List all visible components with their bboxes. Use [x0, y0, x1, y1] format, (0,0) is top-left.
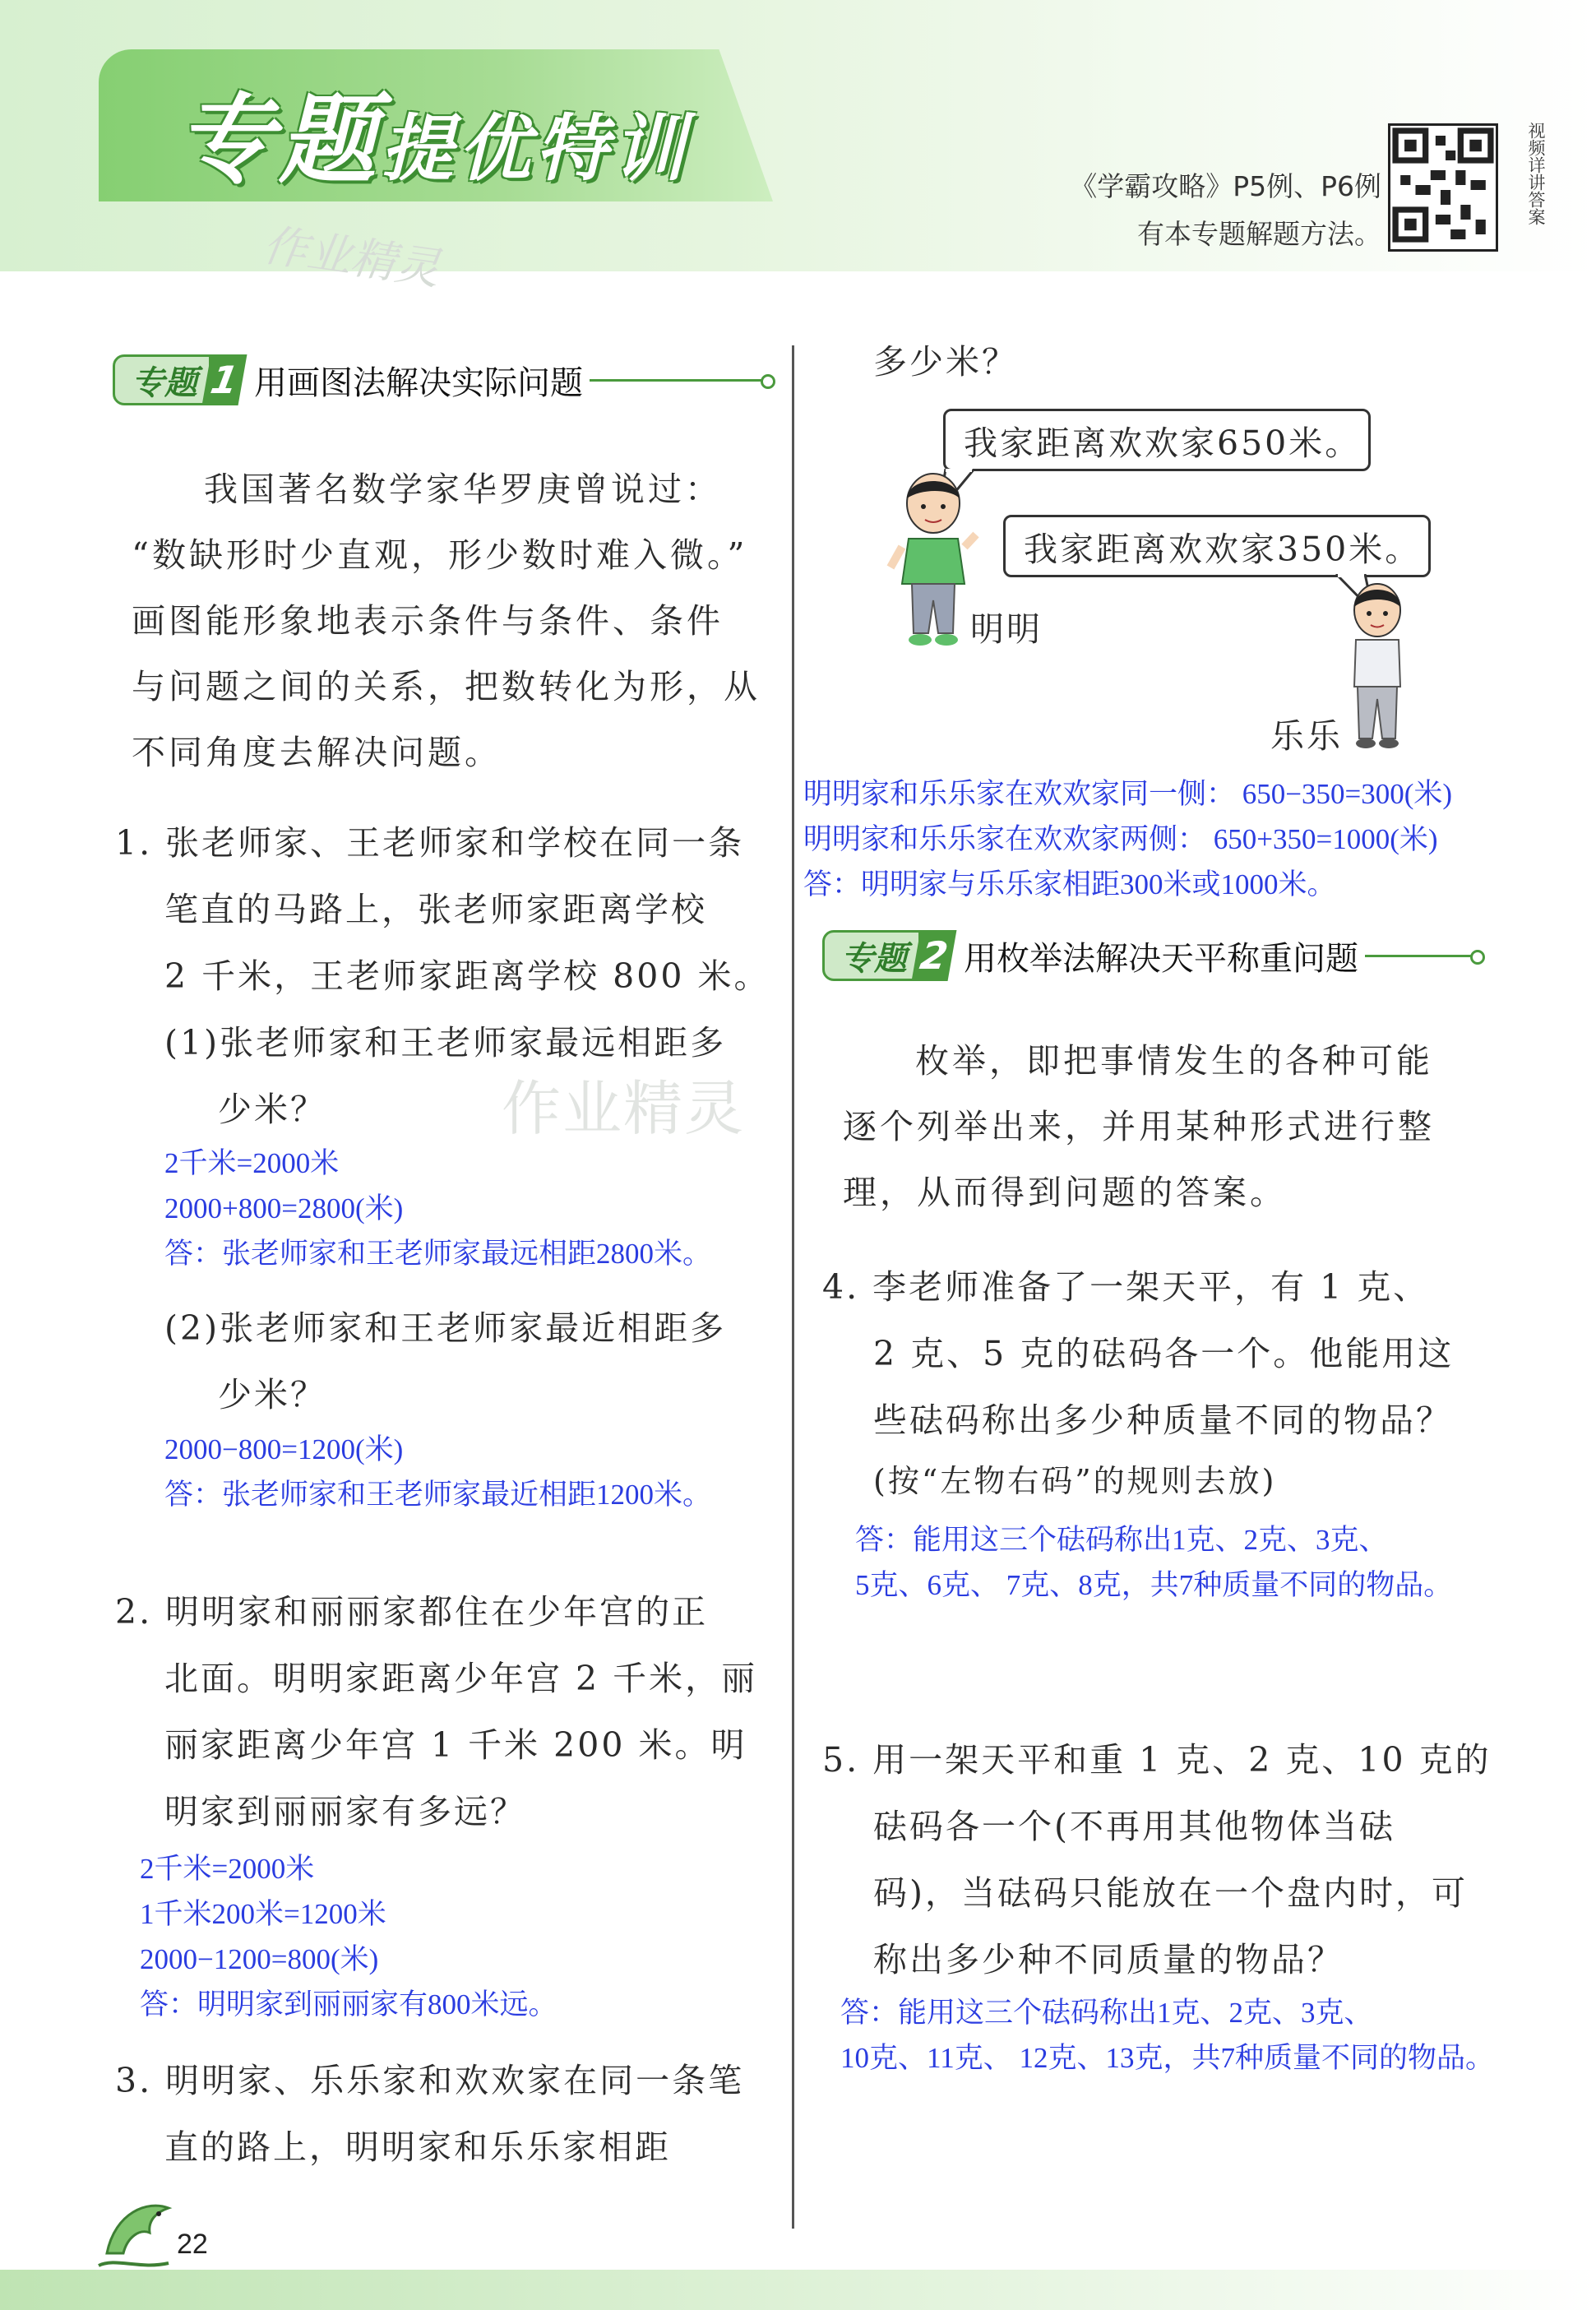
- question-2: [115, 1579, 773, 1845]
- question-line: 码)，当砝码只能放在一个盘内时，可: [873, 1873, 1468, 1913]
- question-note: (按“左物右码”的规则去放): [873, 1463, 1277, 1499]
- question-1-part-2: [164, 1295, 773, 1428]
- question-line: 2. 明明家和丽丽家都住在少年宫的正: [115, 1592, 709, 1632]
- sub-question: (1)张老师家和王老师家最远相距多: [164, 1023, 727, 1062]
- answer-1-1: [164, 1141, 711, 1276]
- answer-line: 1千米200米=1200米: [140, 1898, 386, 1930]
- answer-line: 答：张老师家和王老师家最近相距1200米。: [164, 1479, 712, 1511]
- question-line: 5. 用一架天平和重 1 克、2 克、10 克的: [822, 1740, 1492, 1780]
- intro-line: 我国著名数学家华罗庚曾说过：: [204, 470, 722, 509]
- question-line: 2 克、5 克的砝码各一个。他能用这: [873, 1334, 1455, 1373]
- answer-4: [855, 1517, 1452, 1608]
- watermark: 作业精灵: [502, 1074, 746, 1143]
- answer-line: 2000−1200=800(米): [140, 1943, 379, 1975]
- qr-code-icon[interactable]: [1388, 123, 1498, 252]
- topic-1-intro: [132, 456, 773, 785]
- reference-note: [995, 163, 1381, 258]
- question-3-continued: 多少米？: [873, 342, 1018, 382]
- page-number: 22: [177, 2229, 208, 2260]
- question-line: 2 千米，王老师家距离学校 800 米。: [164, 956, 770, 996]
- answer-line: 答：明明家与乐乐家相距300米或1000米。: [803, 868, 1336, 900]
- bottom-band: [0, 2270, 1596, 2310]
- sub-question: 少米？: [218, 1375, 326, 1414]
- dolphin-icon: [90, 2187, 181, 2278]
- sub-question: (2)张老师家和王老师家最近相距多: [164, 1308, 727, 1348]
- watermark: 作业精灵: [260, 219, 443, 295]
- page-title: [177, 62, 690, 201]
- sub-question: 少米？: [218, 1090, 326, 1129]
- question-line: 丽家距离少年宫 1 千米 200 米。明: [164, 1725, 747, 1765]
- answer-line: 2000+800=2800(米): [164, 1192, 404, 1224]
- answer-5: [840, 1990, 1494, 2081]
- answer-line: 答：能用这三个砝码称出1克、2克、3克、: [855, 1524, 1388, 1556]
- column-divider: [792, 345, 794, 2229]
- topic-number: 2: [912, 930, 957, 981]
- answer-line: 2千米=2000米: [164, 1147, 340, 1179]
- question-line: 4. 李老师准备了一架天平，有 1 克、: [822, 1267, 1430, 1307]
- reference-line-2: 有本专题解题方法。: [1137, 218, 1381, 250]
- answer-line: 10克、11克、 12克、13克，共7种质量不同的物品。: [840, 2042, 1494, 2074]
- name-label-mingming: 明明: [970, 609, 1043, 649]
- answer-line: 答：明明家到丽丽家有800米远。: [140, 1988, 557, 2021]
- question-5: [822, 1727, 1497, 1993]
- title-small: 提优特训: [381, 106, 691, 191]
- answer-line: 答：能用这三个砝码称出1克、2克、3克、: [840, 1997, 1373, 2029]
- speech-bubble-lele: 我家距离欢欢家350米。: [1003, 515, 1431, 577]
- lele-figure-icon: [1336, 576, 1418, 752]
- answer-line: 明明家和乐乐家在欢欢家两侧： 650+350=1000(米): [803, 823, 1438, 855]
- topic-2-intro: [843, 1028, 1492, 1225]
- answer-line: 2000−800=1200(米): [164, 1433, 404, 1465]
- heading-rule: [1365, 955, 1480, 957]
- topic-title: 用画图法解决实际问题: [254, 363, 583, 402]
- topic-number: 1: [202, 354, 247, 405]
- intro-line: 逐个列举出来，并用某种形式进行整: [843, 1107, 1435, 1146]
- speech-bubble-mingming: 我家距离欢欢家650米。: [943, 409, 1371, 471]
- question-3: [115, 2048, 773, 2181]
- intro-line: 画图能形象地表示条件与条件、条件: [132, 601, 724, 641]
- intro-line: 理，从而得到问题的答案。: [843, 1173, 1287, 1212]
- topic-2-heading: [822, 929, 1480, 982]
- name-label-lele: 乐乐: [1270, 716, 1343, 756]
- intro-line: “数缺形时少直观，形少数时难入微。”: [132, 535, 748, 575]
- answer-line: 明明家和乐乐家在欢欢家同一侧： 650−350=300(米): [803, 778, 1453, 810]
- question-4: [822, 1254, 1497, 1508]
- question-line: 些砝码称出多少种质量不同的物品？: [873, 1400, 1452, 1440]
- answer-3: [803, 771, 1452, 907]
- question-line: 砝码各一个(不再用其他物体当砝: [873, 1807, 1395, 1846]
- heading-rule: [590, 379, 770, 382]
- question-line: 明家到丽丽家有多远？: [164, 1792, 526, 1831]
- intro-line: 不同角度去解决问题。: [132, 733, 502, 772]
- answer-line: 5克、6克、 7克、8克，共7种质量不同的物品。: [855, 1569, 1453, 1601]
- intro-line: 与问题之间的关系，把数转化为形，从: [132, 667, 761, 706]
- question-line: 称出多少种不同质量的物品？: [873, 1940, 1344, 1979]
- question-line: 3. 明明家、乐乐家和欢欢家在同一条笔: [115, 2061, 745, 2100]
- question-line: 笔直的马路上，张老师家距离学校: [164, 890, 707, 929]
- question-line: 直的路上，明明家和乐乐家相距: [164, 2127, 671, 2167]
- answer-line: 答：张老师家和王老师家最远相距2800米。: [164, 1238, 712, 1270]
- question-line: 北面。明明家距离少年宫 2 千米，丽: [164, 1659, 758, 1698]
- mingming-figure-icon: [884, 469, 983, 654]
- topic-tag: 专题: [822, 930, 921, 981]
- question-line: 1. 张老师家、王老师家和学校在同一条: [115, 823, 745, 863]
- qr-label: 视频详讲答案: [1526, 122, 1546, 225]
- title-big: 专题: [177, 83, 382, 197]
- intro-line: 枚举，即把事情发生的各种可能: [915, 1041, 1433, 1081]
- answer-2: [140, 1846, 557, 2027]
- topic-tag: 专题: [113, 354, 211, 405]
- topic-1-heading: [113, 354, 770, 406]
- answer-1-2: [164, 1427, 711, 1517]
- topic-title: 用枚举法解决天平称重问题: [964, 939, 1358, 978]
- reference-line-1: 《学霸攻略》P5例、P6例: [1070, 170, 1381, 202]
- answer-line: 2千米=2000米: [140, 1853, 315, 1885]
